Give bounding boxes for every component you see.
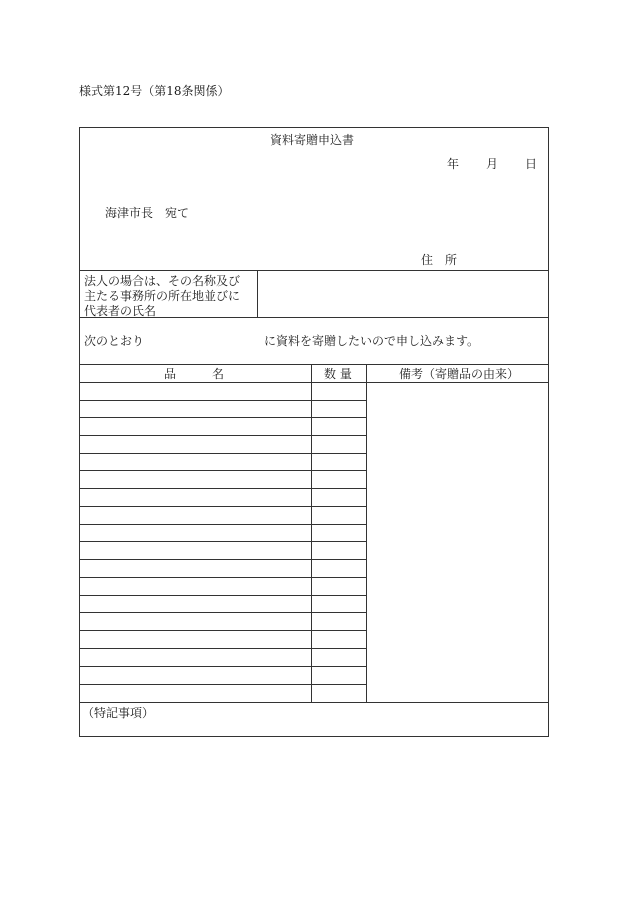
divider-address xyxy=(79,270,549,271)
form-number-label: 様式第12号（第18条関係） xyxy=(79,84,230,98)
table-row xyxy=(79,684,367,685)
table-row xyxy=(79,595,367,596)
table-row xyxy=(79,400,367,401)
addressee: 海津市長 宛て xyxy=(105,206,190,220)
table-row xyxy=(79,453,367,454)
header-item-name: 品 名 xyxy=(164,367,225,381)
table-row xyxy=(79,541,367,542)
header-remarks: 備考（寄贈品の由来） xyxy=(399,367,520,381)
corporate-note-line-3: 代表者の氏名 xyxy=(84,304,157,318)
table-row xyxy=(79,470,367,471)
date-month-label: 月 xyxy=(486,157,499,171)
corporate-note-line-2: 主たる事務所の所在地並びに xyxy=(84,289,241,303)
divider-corporate-vertical xyxy=(257,270,258,317)
table-bottom-divider xyxy=(79,702,549,703)
table-row xyxy=(79,666,367,667)
table-row xyxy=(79,488,367,489)
table-header-divider xyxy=(79,382,549,383)
statement-suffix: に資料を寄贈したいので申し込みます。 xyxy=(264,334,480,348)
table-row xyxy=(79,630,367,631)
table-row xyxy=(79,506,367,507)
divider-statement xyxy=(79,364,549,365)
statement-prefix: 次のとおり xyxy=(84,334,145,348)
address-label: 住 所 xyxy=(421,253,458,267)
form-title: 資料寄贈申込書 xyxy=(270,133,355,147)
table-row xyxy=(79,648,367,649)
date-day-label: 日 xyxy=(525,157,538,171)
special-notes-label: （特記事項） xyxy=(82,706,155,720)
date-year-label: 年 xyxy=(447,157,460,171)
header-quantity: 数 量 xyxy=(324,367,352,381)
divider-corporate xyxy=(79,317,549,318)
table-col-divider-2 xyxy=(366,364,367,702)
table-row xyxy=(79,559,367,560)
table-row xyxy=(79,612,367,613)
table-row xyxy=(79,435,367,436)
table-row xyxy=(79,577,367,578)
table-row xyxy=(79,524,367,525)
corporate-note-line-1: 法人の場合は、その名称及び xyxy=(84,274,241,288)
table-col-divider-1 xyxy=(311,364,312,702)
table-row xyxy=(79,417,367,418)
